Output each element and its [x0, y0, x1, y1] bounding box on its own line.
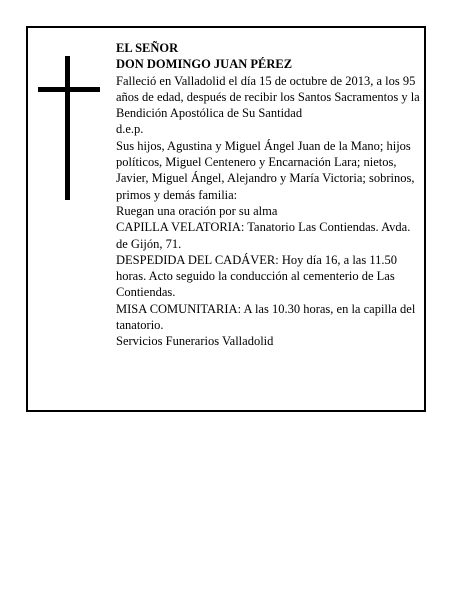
deceased-name: DON DOMINGO JUAN PÉREZ [116, 57, 293, 72]
cross-horizontal-bar [38, 87, 100, 92]
family-list: Sus hijos, Agustina y Miguel Ángel Juan de la Mano; hijos políticos, Miguel Centenero y Encarnación Lara; nietos, Javier, Miguel Ángel, Alejandro y María Victoria; sobrinos, primos y demás familia: [116, 138, 415, 202]
notice-text [116, 40, 422, 350]
funeral-services: Servicios Funerarios Valladolid [116, 334, 274, 349]
death-statement: Falleció en Valladolid el día 15 de octubre de 2013, a los 95 años de edad, después de recibir los Santos Sacramentos y la Bendición Apostólica de Su Santidad [116, 73, 420, 121]
cross-vertical-bar [65, 56, 70, 200]
farewell-details: DESPEDIDA DEL CADÁVER: Hoy día 16, a las 11.50 horas. Acto seguido la conducción al cementerio de Las Contiendas. [116, 252, 397, 300]
title-line-1: EL SEÑOR [116, 41, 179, 55]
community-mass: MISA COMUNITARIA: A las 10.30 horas, en la capilla del tanatorio. [116, 301, 416, 333]
obituary-notice [26, 26, 426, 412]
wake-chapel: CAPILLA VELATORIA: Tanatorio Las Contiendas. Avda. de Gijón, 71. [116, 220, 411, 251]
rip-text: d.e.p. [116, 122, 144, 137]
cross-icon [38, 56, 100, 200]
prayer-request: Ruegan una oración por su alma [116, 203, 278, 218]
